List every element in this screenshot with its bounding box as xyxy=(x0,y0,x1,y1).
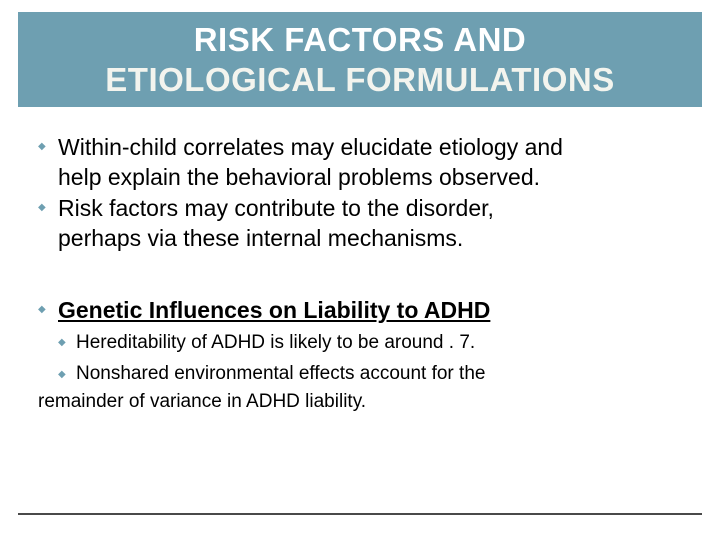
sub-bullet-item xyxy=(58,360,688,388)
bullet-text-line-1: Within-child correlates may elucidate etiology and xyxy=(58,134,563,160)
sub-bullet-text-line-2: remainder of variance in ADHD liability. xyxy=(38,391,367,412)
bullet-icon: ◆ xyxy=(38,202,46,213)
bullet-icon: ◆ xyxy=(38,141,46,152)
slide-body xyxy=(38,132,688,416)
sub-bullet-continuation xyxy=(38,388,688,416)
bullet-item xyxy=(38,193,688,253)
bullet-text-line-2: perhaps via these internal mechanisms. xyxy=(58,225,464,251)
bullet-icon: ◆ xyxy=(58,369,66,380)
bullet-icon: ◆ xyxy=(38,304,46,315)
sub-bullet-text: Hereditability of ADHD is likely to be around . 7. xyxy=(76,332,476,353)
bullet-text-line-2: help explain the behavioral problems observed. xyxy=(58,164,541,190)
bullet-text xyxy=(58,193,688,253)
sub-bullet-text-line-1: Nonshared environmental effects account for the xyxy=(76,363,486,384)
slide-title xyxy=(105,20,614,100)
spacer xyxy=(38,254,688,295)
bullet-text xyxy=(58,132,688,192)
sub-bullet-item xyxy=(58,326,688,360)
bullet-item xyxy=(38,132,688,192)
title-band xyxy=(18,12,702,107)
section-heading-item xyxy=(38,295,688,325)
bullet-text-line-1: Risk factors may contribute to the disorder, xyxy=(58,195,494,221)
bullet-icon: ◆ xyxy=(58,337,66,348)
footer-rule xyxy=(18,513,702,515)
sub-bullet-text xyxy=(76,360,485,388)
section-heading: Genetic Influences on Liability to ADHD xyxy=(58,297,491,323)
slide-title-line-2: ETIOLOGICAL FORMULATIONS xyxy=(105,60,615,98)
slide-title-line-1: RISK FACTORS AND xyxy=(193,20,527,58)
